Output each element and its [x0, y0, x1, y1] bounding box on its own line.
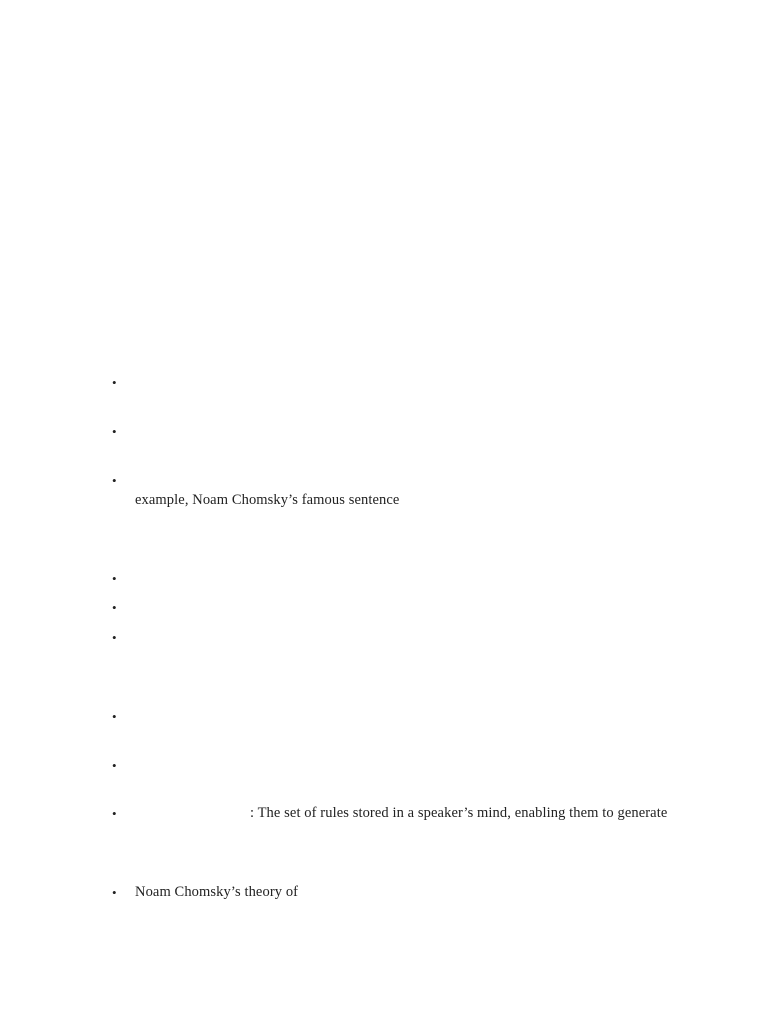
bullet-marker: •: [112, 375, 117, 390]
bullet-marker: •: [112, 709, 117, 724]
bullet-marker: •: [112, 885, 117, 900]
bullet-marker: •: [112, 473, 117, 488]
bullet-marker: •: [112, 424, 117, 439]
list-item-continuation: example, Noam Chomsky’s famous sentence: [135, 492, 400, 508]
bullet-marker: •: [112, 571, 117, 586]
bullet-marker: •: [112, 806, 117, 821]
bullet-marker: •: [112, 600, 117, 615]
list-item-text: Noam Chomsky’s theory of: [135, 884, 299, 900]
bullet-marker: •: [112, 758, 117, 773]
list-item-text: : The set of rules stored in a speaker’s mind, enabling them to generate: [250, 805, 668, 821]
bullet-marker: •: [112, 630, 117, 645]
